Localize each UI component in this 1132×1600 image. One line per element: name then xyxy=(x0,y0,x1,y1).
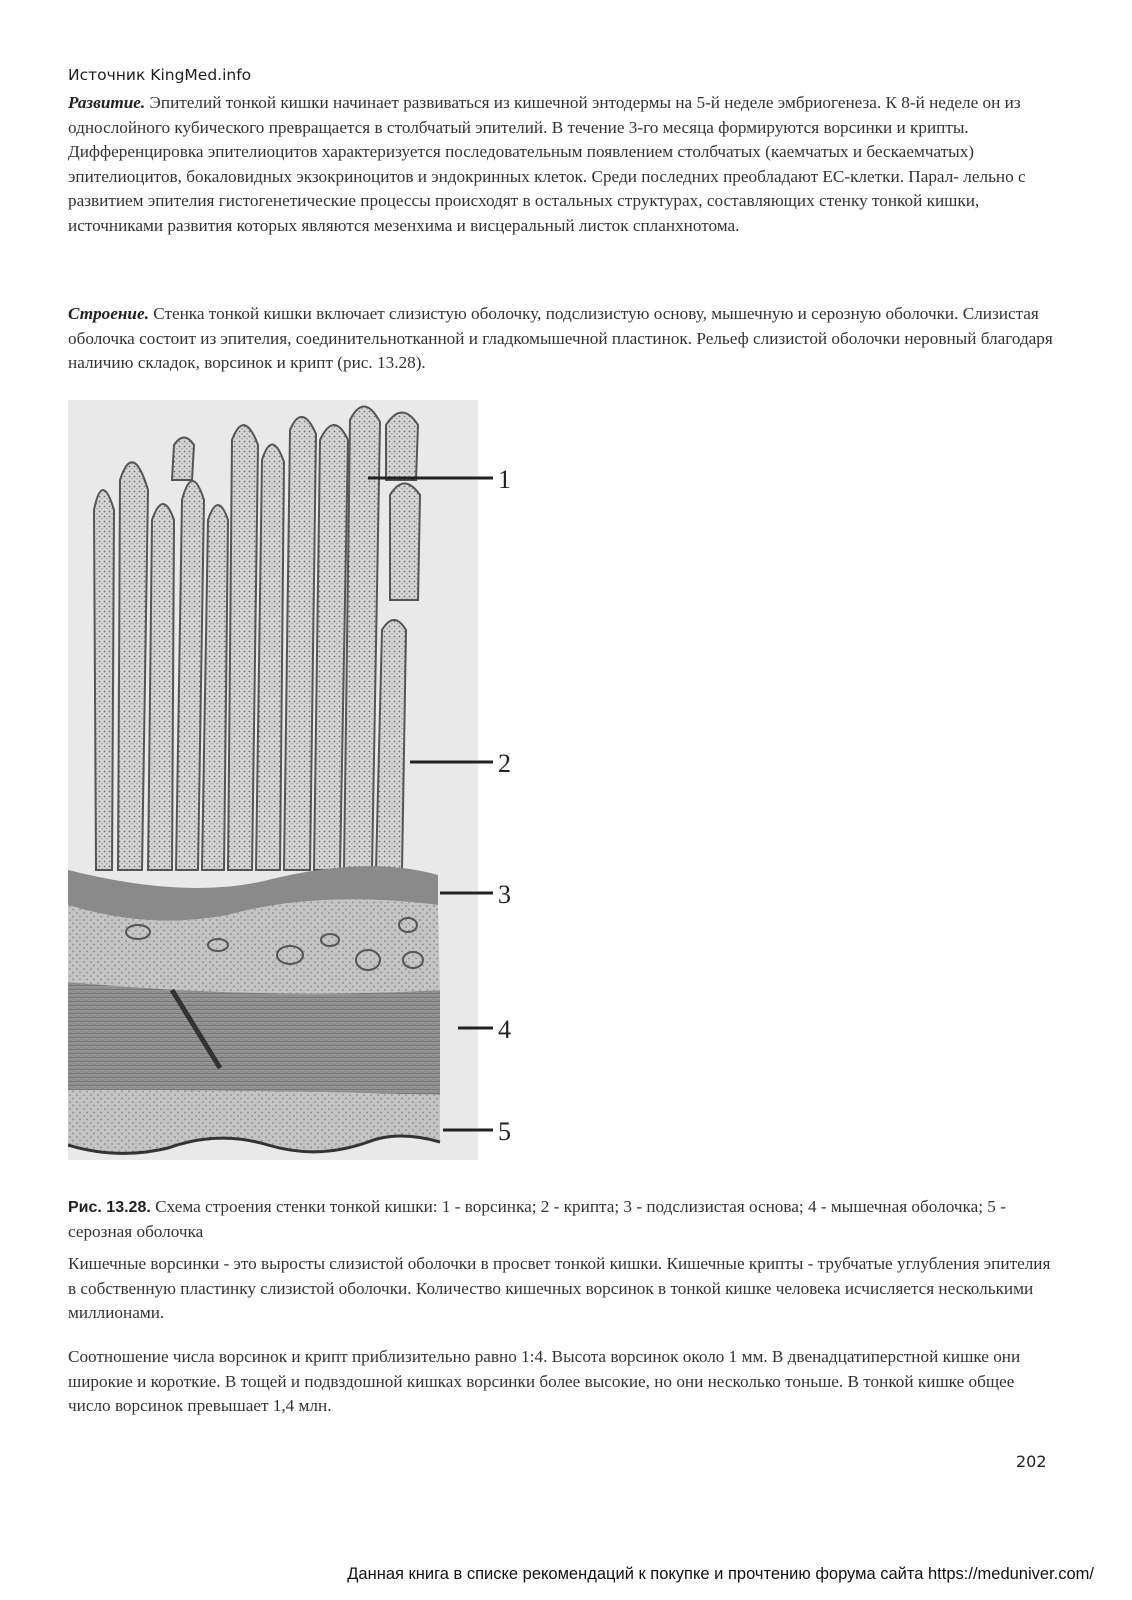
figure-label-2: 2 xyxy=(498,749,511,778)
development-text: Эпителий тонкой кишки начинает развиваться из кишечной энтодермы на 5-й неделе эмбриогенеза. К 8-й неделе он из однослойного кубического превращается в столбчатый эпителий. В течение 3-го месяца формируются ворсинки и крипты. Дифференцировка эпителиоцитов характеризуется последовательным появлением столбчатых (каемчатых и бескаемчатых) эпителиоцитов, бокаловидных экзокриноцитов и эндокринных клеток. Среди последних преобладают ЕС-клетки. Парал- лельно с развитием эпителия гистогенетические процессы происходят в остальных структурах, составляющих стенку тонкой кишки, источниками развития которых являются мезенхима и висцеральный листок спланхнотома. xyxy=(68,93,1026,235)
villi-crypts-paragraph: Кишечные ворсинки - это выросты слизистой оболочки в просвет тонкой кишки. Кишечные крипты - трубчатые углубления эпителия в собственную пластинку слизистой оболочки. Количество кишечных ворсинок в тонкой кишке человека исчисляется несколькими миллионами. xyxy=(68,1254,1051,1323)
structure-text: Стенка тонкой кишки включает слизистую оболочку, подслизистую основу, мышечную и серозную оболочки. Слизистая оболочка состоит из эпителия, соединительнотканной и гладкомышечной пластинок. Рельеф слизистой оболочки неровный благодаря наличию складок, ворсинок и крипт (рис. 13.28). xyxy=(68,304,1053,373)
figure-label-3: 3 xyxy=(498,880,511,909)
ratio-paragraph: Соотношение числа ворсинок и крипт приблизительно равно 1:4. Высота ворсинок около 1 мм. В двенадцатиперстной кишке они широкие и короткие. В тощей и подвздошной кишках ворсинки более высокие, но они несколько тоньше. В тонкой кишке общее число ворсинок превышает 1,4 млн. xyxy=(68,1347,1021,1416)
figure-caption-text: Схема строения стенки тонкой кишки: 1 - ворсинка; 2 - крипта; 3 - подслизистая основа; 4 - мышечная оболочка; 5 - серозная оболочка xyxy=(68,1197,1006,1241)
villus xyxy=(390,484,420,601)
villus xyxy=(284,417,316,870)
development-heading: Развитие. xyxy=(68,93,146,112)
villus xyxy=(228,425,258,870)
figure-label-5: 5 xyxy=(498,1117,511,1146)
source-header: Источник KingMed.info xyxy=(68,66,252,84)
figure-label-1: 1 xyxy=(498,465,511,494)
page-number: 202 xyxy=(1016,1452,1047,1471)
structure-paragraph xyxy=(68,302,1058,376)
intestine-wall-figure xyxy=(68,400,524,1170)
figure-labels xyxy=(498,465,511,1146)
villus xyxy=(386,413,418,481)
muscular-layer xyxy=(68,982,440,1095)
figure-caption xyxy=(68,1195,1058,1244)
footer-note: Данная книга в списке рекомендаций к покупке и прочтению форума сайта https://meduniver.com/ xyxy=(347,1565,1094,1583)
structure-heading: Строение. xyxy=(68,304,149,323)
development-paragraph xyxy=(68,91,1058,239)
villus xyxy=(172,438,194,481)
villus xyxy=(94,490,114,870)
villus xyxy=(376,620,406,870)
villus xyxy=(118,462,148,870)
figure-caption-number: Рис. 13.28. xyxy=(68,1199,151,1216)
figure-label-4: 4 xyxy=(498,1015,511,1044)
villus xyxy=(148,504,174,870)
